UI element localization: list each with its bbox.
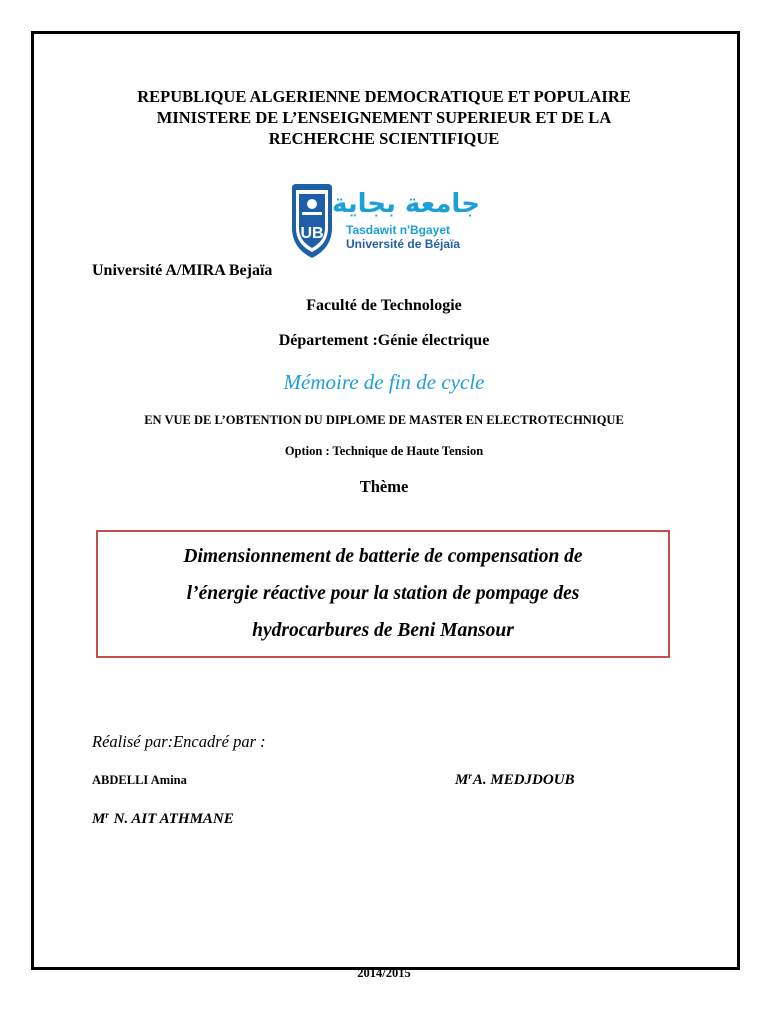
logo-arabic-text: جامعة بجاية	[332, 189, 478, 219]
option-line: Option : Technique de Haute Tension	[284, 444, 484, 458]
theme-box	[96, 530, 670, 658]
cosupervisor-prefix-sup: r	[105, 810, 109, 820]
cosupervisor-prefix: M	[92, 811, 106, 827]
supervisor-name-text: A. MEDJDOUB	[472, 772, 575, 788]
cosupervisor-name-text: N. AIT ATHMANE	[109, 811, 234, 827]
realise-encadre-label: Réalisé par:Encadré par :	[92, 732, 266, 751]
logo-line-universite: Université de Béjaïa	[346, 237, 461, 251]
header-line-ministry: MINISTERE DE L’ENSEIGNEMENT SUPERIEUR ET DE LA	[156, 108, 612, 127]
theme-line-2: l’énergie réactive pour la station de pompage des	[186, 583, 580, 604]
student-name: ABDELLI Amina	[92, 773, 187, 787]
cosupervisor-name	[92, 810, 234, 828]
supervisor-name	[455, 771, 575, 789]
supervisor-prefix: M	[455, 772, 469, 788]
memoire-title: Mémoire de fin de cycle	[283, 370, 485, 394]
faculty-name: Faculté de Technologie	[306, 297, 462, 314]
theme-title	[98, 538, 668, 649]
logo-line-tasdawit: Tasdawit n'Bgayet	[346, 223, 450, 237]
diploma-line: EN VUE DE L’OBTENTION DU DIPLOME DE MASTER EN ELECTROTECHNIQUE	[144, 413, 624, 427]
supervisor-prefix-sup: r	[468, 771, 472, 781]
university-logo	[288, 182, 478, 262]
theme-line-1: Dimensionnement de batterie de compensation de	[183, 546, 583, 567]
department-name: Département :Génie électrique	[278, 332, 490, 349]
theme-line-3: hydrocarbures de Beni Mansour	[252, 620, 514, 641]
theme-label: Thème	[359, 477, 409, 496]
logo-initials: UB	[300, 225, 324, 242]
shield-emblem-icon	[292, 184, 332, 258]
header-line-republic: REPUBLIQUE ALGERIENNE DEMOCRATIQUE ET POPULAIRE	[137, 87, 631, 106]
academic-year: 2014/2015	[357, 966, 411, 980]
header-line-research: RECHERCHE SCIENTIFIQUE	[268, 129, 500, 148]
university-name: Université A/MIRA Bejaïa	[92, 262, 273, 279]
page-border	[31, 31, 740, 970]
header-block	[60, 86, 708, 149]
